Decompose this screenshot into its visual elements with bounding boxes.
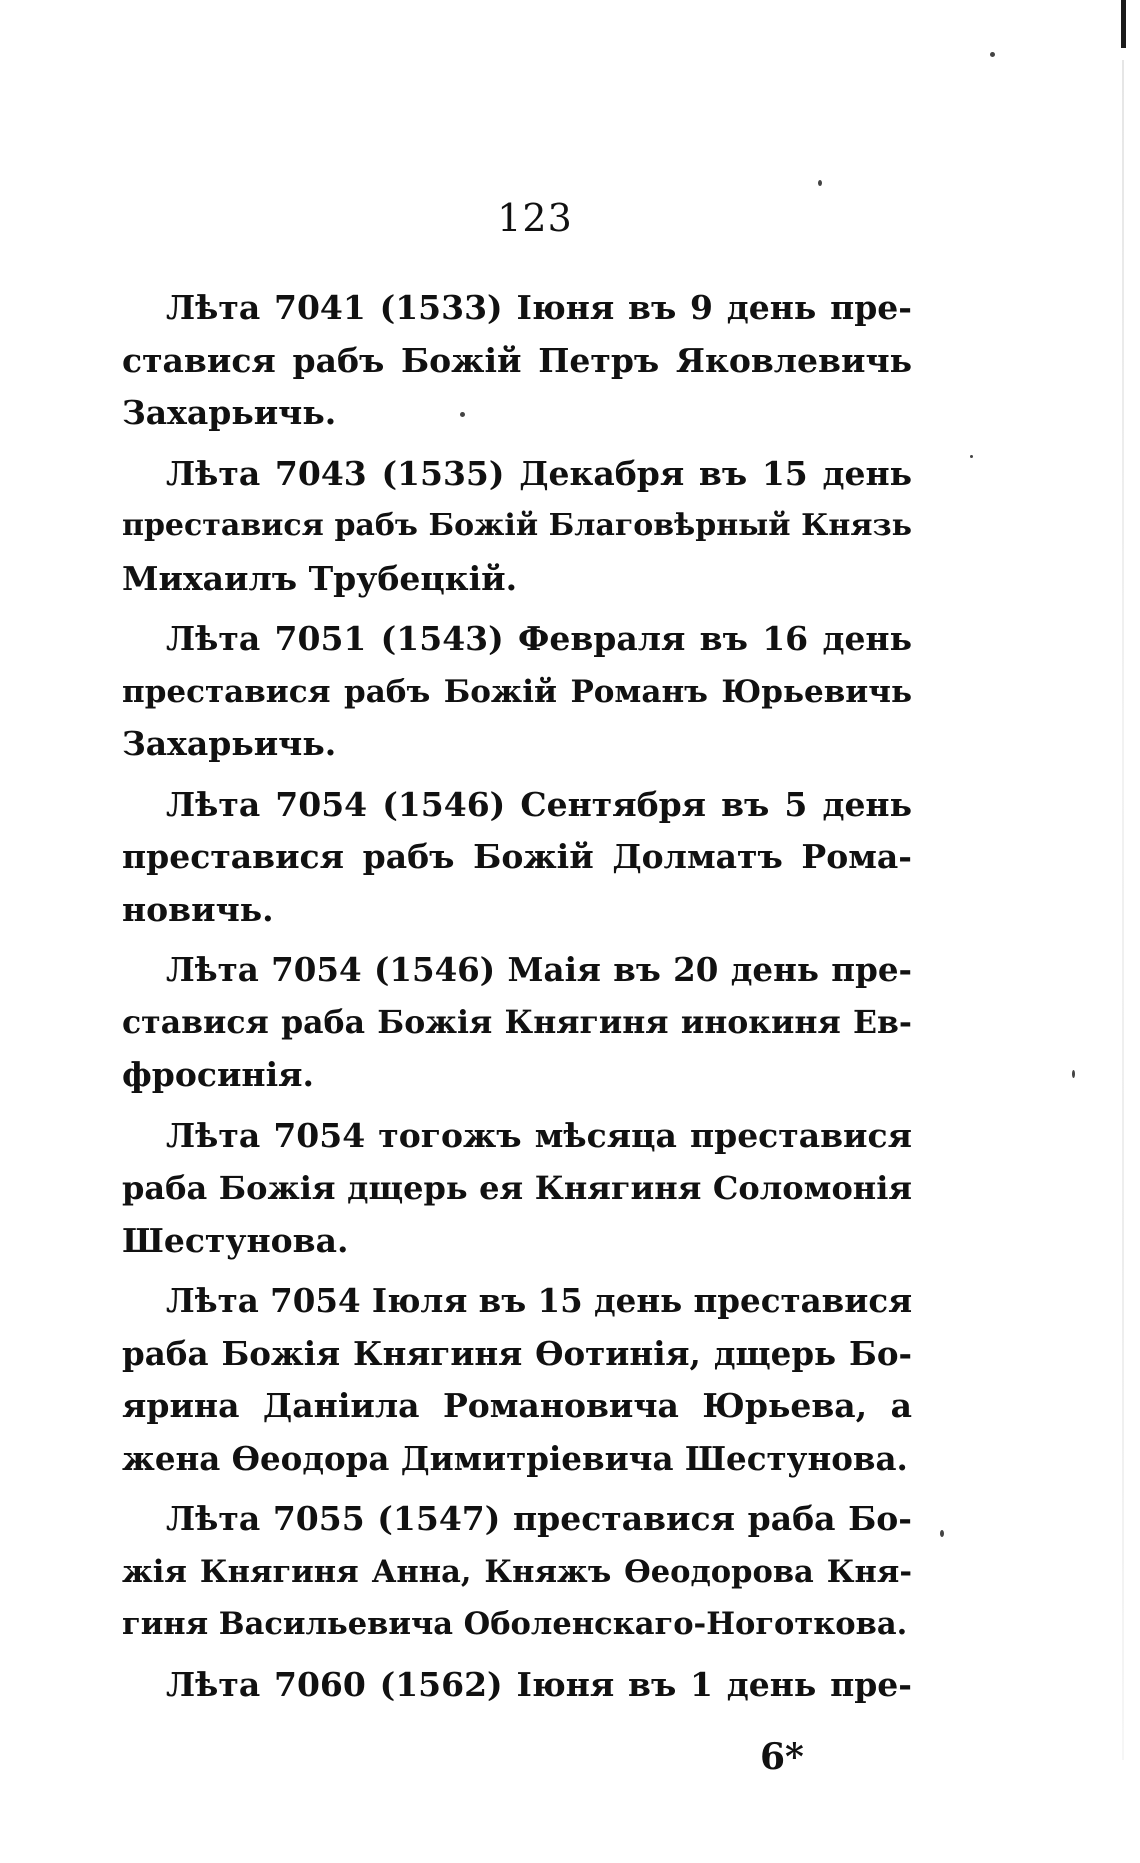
- text-line: преставися рабъ Божій Долматъ Рома-: [122, 837, 912, 876]
- text-line: Лѣта 7054 (1546) Маія въ 20 день пре-: [166, 950, 912, 989]
- text-line: Лѣта 7055 (1547) преставися раба Бо-: [166, 1499, 912, 1538]
- page-edge-shadow: [1122, 60, 1124, 1760]
- text-line: Лѣта 7060 (1562) Іюня въ 1 день пре-: [166, 1664, 912, 1704]
- text-line: Лѣта 7043 (1535) Декабря въ 15 день: [166, 453, 912, 493]
- chronicle-entry: [122, 613, 912, 771]
- text-line: Лѣта 7054 (1546) Сентября въ 5 день: [166, 784, 912, 824]
- print-speck: [970, 455, 973, 458]
- print-speck: [990, 52, 995, 57]
- chronicle-entry: [122, 282, 912, 440]
- page-number: 123: [497, 196, 573, 240]
- text-line: гиня Васильевича Оболенскаго-Ноготкова.: [122, 1606, 908, 1642]
- text-line: преставися рабъ Божій Благовѣрный Князь: [122, 508, 912, 543]
- signature-mark: 6*: [760, 1736, 804, 1778]
- print-speck: [1072, 1070, 1075, 1078]
- text-line: Шестунова.: [122, 1220, 349, 1260]
- chronicle-entry: [122, 1493, 912, 1651]
- text-line: ставися рабъ Божій Петръ Яковлевичь: [122, 340, 912, 380]
- chronicle-entry: [122, 1275, 912, 1485]
- text-line: преставися рабъ Божій Романъ Юрьевичь: [122, 673, 912, 710]
- page-edge-mark: [1121, 0, 1126, 48]
- print-speck: [818, 180, 822, 186]
- chronicle-entry: [122, 1110, 912, 1268]
- print-speck: [940, 1530, 944, 1537]
- chronicle-text: [122, 282, 912, 1719]
- text-line: жена Ѳеодора Димитріевича Шестунова.: [122, 1438, 908, 1478]
- chronicle-entry: [122, 779, 912, 937]
- text-line: раба Божія дщерь ея Княгиня Соломонія: [122, 1169, 912, 1207]
- text-line: раба Божія Княгиня Ѳотинія, дщерь Бо-: [122, 1333, 912, 1373]
- text-line: Захарьичь.: [122, 724, 337, 763]
- text-line: новичь.: [122, 889, 274, 929]
- text-line: Лѣта 7054 тогожъ мѣсяца преставися: [166, 1115, 912, 1155]
- text-line: Лѣта 7041 (1533) Іюня въ 9 день пре-: [166, 288, 912, 327]
- text-line: Лѣта 7054 Іюля въ 15 день преставися: [166, 1281, 912, 1320]
- text-line: жія Княгиня Анна, Княжъ Ѳеодорова Кня-: [122, 1553, 912, 1590]
- text-line: ставися раба Божія Княгиня инокиня Ев-: [122, 1003, 912, 1041]
- text-line: Лѣта 7051 (1543) Февраля въ 16 день: [166, 619, 912, 658]
- chronicle-entry: [122, 1659, 912, 1712]
- chronicle-entry: [122, 448, 912, 606]
- text-line: Захарьичь.: [122, 393, 337, 432]
- text-line: ярина Даніила Романовича Юрьева, а: [122, 1386, 912, 1425]
- text-line: фросинія.: [122, 1055, 314, 1094]
- chronicle-entry: [122, 944, 912, 1102]
- text-line: Михаилъ Трубецкій.: [122, 558, 518, 598]
